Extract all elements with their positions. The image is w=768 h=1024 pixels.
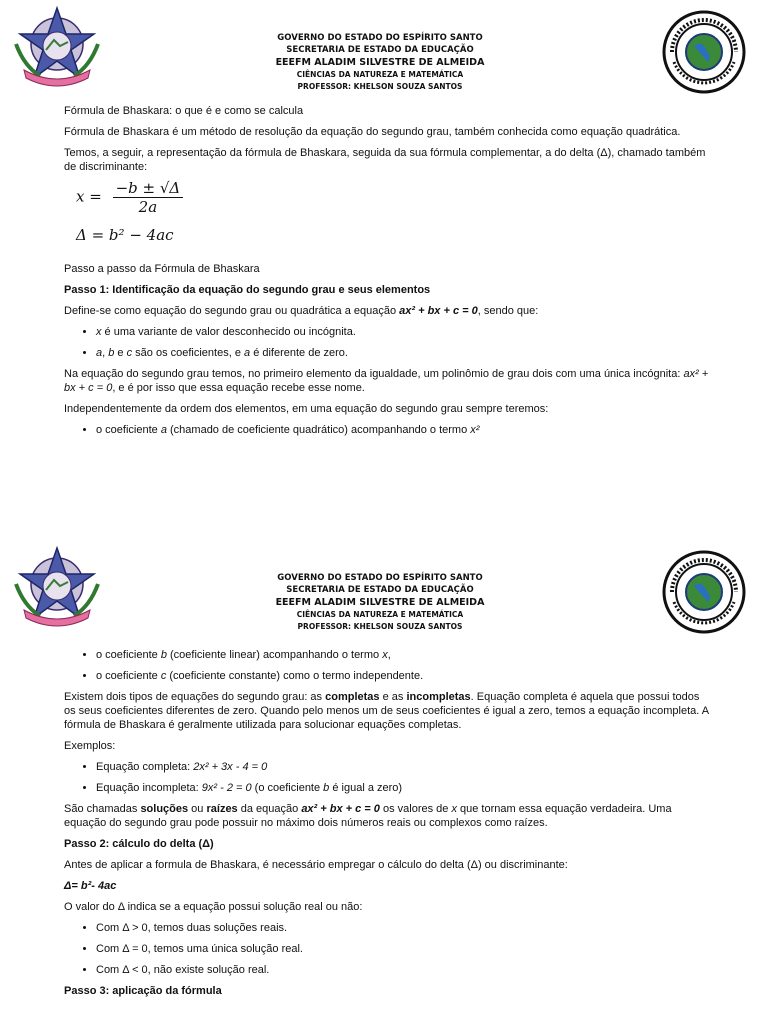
definition-text: Define-se como equação do segundo grau ou quadrática a equação	[64, 305, 400, 317]
header-government: GOVERNO DO ESTADO DO ESPÍRITO SANTO	[277, 33, 483, 43]
list-item-text: Equação incompleta:	[96, 782, 202, 794]
types-paragraph	[64, 690, 714, 732]
list-item-text: (o coeficiente	[251, 782, 324, 794]
header-text-block	[210, 572, 550, 633]
state-coat-of-arms-logo	[10, 544, 104, 632]
page-2-body	[64, 648, 714, 1005]
separator: e as	[379, 691, 407, 703]
list-item-text: são os coeficientes, e	[132, 347, 245, 359]
list-item	[96, 669, 714, 683]
list-item	[96, 781, 714, 795]
coefficient-list-continued	[64, 648, 714, 683]
list-item-text: (coeficiente constante) como o termo independente.	[166, 670, 424, 682]
term-x: x	[382, 649, 388, 661]
separator: e	[114, 347, 127, 359]
independent-paragraph: Independentemente da ordem dos elementos, em uma equação do segundo grau sempre teremos:	[64, 403, 549, 415]
solutions-text: São chamadas	[64, 803, 141, 815]
list-item-text: o coeficiente	[96, 649, 161, 661]
formula-fraction	[113, 181, 184, 214]
examples-list	[64, 760, 714, 795]
list-item: • Com Δ = 0, temos uma única solução real.	[96, 942, 714, 956]
step-2-title	[64, 837, 714, 851]
header-teacher: PROFESSOR: KHELSON SOUZA SANTOS	[297, 622, 463, 631]
variable-a: a	[160, 424, 167, 436]
page-1-body	[64, 104, 714, 444]
formula-numerator: −b ± √Δ	[113, 181, 184, 198]
example-equation: 2x² + 3x - 4 = 0	[193, 761, 268, 773]
header-secretariat: SECRETARIA DE ESTADO DA EDUCAÇÃO	[286, 585, 474, 595]
before-paragraph: Antes de aplicar a formula de Bhaskara, é necessário empregar o cálculo do delta (Δ) ou discriminante:	[64, 859, 568, 871]
variable-x: x	[96, 326, 102, 338]
types-text: Existem dois tipos de equações do segundo grau: as	[64, 691, 326, 703]
representation-paragraph: Temos, a seguir, a representação da fórmula de Bhaskara, seguida da sua fórmula complementar, a do delta (Δ), chamado também de discriminante:	[64, 147, 706, 173]
roots-keyword: raízes	[206, 803, 238, 815]
list-item-text: é uma variante de valor desconhecido ou incógnita.	[101, 326, 356, 338]
delta-formula-text: Δ= b²- 4ac	[64, 880, 117, 892]
separator: ou	[188, 803, 207, 815]
variable-b: b	[160, 649, 167, 661]
definition-equation: ax² + bx + c = 0	[399, 305, 478, 317]
page-2	[0, 540, 768, 1024]
page-header	[0, 540, 768, 640]
polynomial-paragraph	[64, 367, 714, 395]
variable-c: c	[160, 670, 167, 682]
school-seal-logo	[662, 550, 746, 634]
solutions-text: os valores de	[379, 803, 452, 815]
section-title: Fórmula de Bhaskara: o que é e como se calcula	[64, 105, 304, 117]
header-school: EEEFM ALADIM SILVESTRE DE ALMEIDA	[275, 57, 485, 68]
header-school: EEEFM ALADIM SILVESTRE DE ALMEIDA	[275, 597, 485, 608]
examples-heading: Exemplos:	[64, 740, 116, 752]
solutions-keyword: soluções	[140, 803, 189, 815]
list-item: • Com Δ > 0, temos duas soluções reais.	[96, 921, 714, 935]
variable-a: a	[96, 347, 103, 359]
step-1-title-text: Passo 1: Identificação da equação do segundo grau e seus elementos	[64, 284, 431, 296]
separator: ,	[387, 649, 391, 661]
list-item-text: o coeficiente	[96, 424, 161, 436]
list-item-text: (chamado de coeficiente quadrático) acompanhando o termo	[166, 424, 471, 436]
list-item	[96, 325, 714, 339]
header-secretariat: SECRETARIA DE ESTADO DA EDUCAÇÃO	[286, 45, 474, 55]
polynomial-text: Na equação do segundo grau temos, no primeiro elemento da igualdade, um polinômio de grau dois com uma única incógnita:	[64, 368, 684, 380]
term-x-squared: x²	[470, 424, 480, 436]
incomplete-keyword: incompletas	[406, 691, 471, 703]
state-coat-of-arms-logo	[10, 4, 104, 92]
list-item: • Com Δ < 0, não existe solução real.	[96, 963, 714, 977]
step-3-title	[64, 984, 714, 998]
header-subject: CIÊNCIAS DA NATUREZA E MATEMÁTICA	[296, 610, 464, 619]
school-seal-logo	[662, 10, 746, 94]
delta-value-paragraph: O valor do Δ indica se a equação possui solução real ou não:	[64, 901, 363, 913]
delta-formula-line	[64, 879, 714, 893]
complete-keyword: completas	[325, 691, 380, 703]
delta-formula: Δ = b² − 4ac	[76, 226, 174, 244]
delta-cases-list	[64, 921, 714, 977]
polynomial-equation: ax² + bx + c = 0	[64, 368, 709, 394]
list-item-text: é igual a zero)	[329, 782, 403, 794]
list-item-text: é diferente de zero.	[250, 347, 348, 359]
header-government: GOVERNO DO ESTADO DO ESPÍRITO SANTO	[277, 573, 483, 583]
definition-paragraph	[64, 304, 714, 318]
page-header	[0, 0, 768, 100]
steps-heading: Passo a passo da Fórmula de Bhaskara	[64, 263, 260, 275]
step-2-title-text: Passo 2: cálculo do delta (Δ)	[64, 838, 214, 850]
solutions-text: que tornam essa equação verdadeira. Uma equação do segundo grau pode possuir no máximo dois números reais ou complexos como raízes.	[64, 803, 672, 829]
list-item-text: Equação completa:	[96, 761, 194, 773]
formula-denominator: 2a	[138, 198, 158, 216]
intro-paragraph: Fórmula de Bhaskara é um método de resolução da equação do segundo grau, também conhecida como equação quadrática.	[64, 126, 681, 138]
list-item-text: (coeficiente linear) acompanhando o termo	[166, 649, 383, 661]
coefficient-list	[64, 423, 714, 437]
solutions-equation: ax² + bx + c = 0	[301, 803, 380, 815]
step-1-title	[64, 283, 714, 297]
header-teacher: PROFESSOR: KHELSON SOUZA SANTOS	[297, 82, 463, 91]
types-text: . Equação completa é aquela que possui todos os seus coeficientes diferentes de zero. Quando pelo menos um de seus coeficientes é igual a zero, temos a equação incompleta. A fórmula de Bhaskara é geralmente utilizada para solucionar equações completas.	[64, 691, 709, 731]
list-item-text: o coeficiente	[96, 670, 161, 682]
formula-lhs: x =	[76, 187, 102, 206]
variable-c: c	[126, 347, 133, 359]
list-item	[96, 423, 714, 437]
example-equation: 9x² - 2 = 0	[201, 782, 252, 794]
definition-end: , sendo que:	[477, 305, 539, 317]
polynomial-end: , e é por isso que essa equação recebe esse nome.	[112, 382, 365, 394]
list-item	[96, 760, 714, 774]
variable-b: b	[323, 782, 330, 794]
step-3-title-text: Passo 3: aplicação da fórmula	[64, 985, 222, 997]
header-text-block	[210, 32, 550, 93]
variable-x: x	[451, 803, 457, 815]
variable-a: a	[244, 347, 251, 359]
definition-list	[64, 325, 714, 360]
bhaskara-formula	[76, 181, 714, 214]
separator: ,	[102, 347, 109, 359]
header-subject: CIÊNCIAS DA NATUREZA E MATEMÁTICA	[296, 70, 464, 79]
solutions-text: da equação	[237, 803, 302, 815]
solutions-paragraph	[64, 802, 714, 830]
list-item	[96, 648, 714, 662]
variable-b: b	[108, 347, 115, 359]
list-item	[96, 346, 714, 360]
